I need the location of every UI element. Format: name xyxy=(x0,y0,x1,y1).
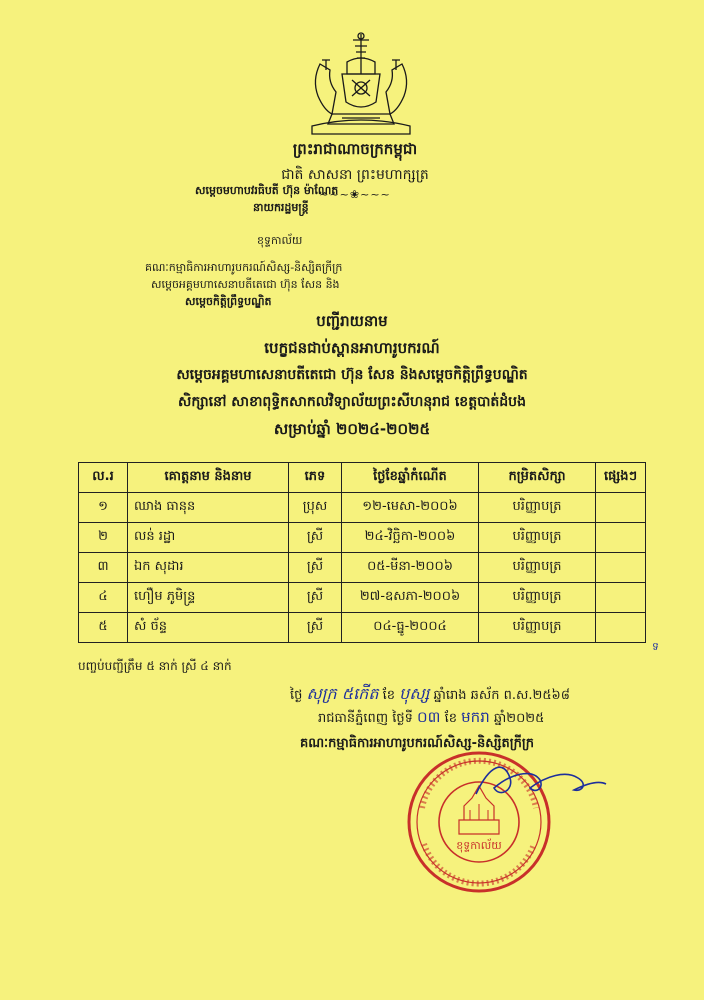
office-head-role: នាយករដ្ឋមន្ត្រី xyxy=(253,201,309,215)
table-row xyxy=(79,613,646,643)
kingdom-motto: ជាតិ សាសនា ព្រះមហាក្សត្រ xyxy=(281,167,429,183)
student-sex: ស្រី xyxy=(289,523,342,553)
handwritten-month: មករា xyxy=(461,708,490,726)
student-name: ហឿម ភូមិន្ទ្រ xyxy=(128,583,289,613)
row-number: ៣ xyxy=(79,553,128,583)
student-other xyxy=(596,613,646,643)
student-name: សំ ច័ន្ទ xyxy=(128,613,289,643)
year-text: ឆ្នាំរោង ឆស័ក ព.ស.២៥៦៨ xyxy=(433,688,570,703)
handwritten-month: បុស្ស xyxy=(399,684,430,703)
committee-patron-line1: សម្តេចអគ្គមហាសេនាបតីតេជោ ហ៊ុន សែន និង xyxy=(151,278,340,292)
place-date-line xyxy=(318,708,658,730)
seal-label: ខុទ្ទកាល័យ xyxy=(456,839,502,852)
margin-mark: ទ xyxy=(652,640,659,653)
student-name: ឯក សុដារ xyxy=(128,553,289,583)
column-header: ផ្សេងៗ xyxy=(596,463,646,493)
row-number: ៤ xyxy=(79,583,128,613)
office-head-title: សម្តេចមហាបវរធិបតី ហ៊ុន ម៉ាណែត xyxy=(195,184,339,197)
student-name: ឈាង ធានុន xyxy=(128,493,289,523)
signature-icon xyxy=(470,754,610,806)
student-level: បរិញ្ញាបត្រ xyxy=(479,553,596,583)
row-number: ២ xyxy=(79,523,128,553)
issuing-office-block xyxy=(145,182,395,310)
column-header: គោត្តនាម និងនាម xyxy=(128,463,289,493)
title-line: សិក្សានៅ សាខាពុទ្ធិកសាកលវិទ្យាល័យព្រះសីហនុរាជ ខេត្តបាត់ដំបង xyxy=(178,394,526,410)
student-dob: ២៧-ឧសភា-២០០៦ xyxy=(342,583,479,613)
title-line: សម្តេចអគ្គមហាសេនាបតីតេជោ ហ៊ុន សែន និងសម្តេចកិត្តិព្រឹទ្ធបណ្ឌិត xyxy=(176,367,528,383)
royal-emblem-icon xyxy=(302,30,420,142)
office-name: ខុទ្ទកាល័យ xyxy=(257,234,303,248)
student-level: បរិញ្ញាបត្រ xyxy=(479,583,596,613)
lunar-date-line xyxy=(290,683,670,707)
student-level: បរិញ្ញាបត្រ xyxy=(479,493,596,523)
total-note: បញ្ចប់បញ្ជីត្រឹម ៥ នាក់ ស្រី ៤ នាក់ xyxy=(78,659,232,673)
student-other xyxy=(596,523,646,553)
students-table xyxy=(78,462,646,643)
student-level: បរិញ្ញាបត្រ xyxy=(479,523,596,553)
student-other xyxy=(596,583,646,613)
student-sex: ស្រី xyxy=(289,553,342,583)
column-header: ល.រ xyxy=(79,463,128,493)
committee-patron-line2: សម្តេចកិត្តិព្រឹទ្ធបណ្ឌិត xyxy=(185,295,272,309)
month-label: ខែ xyxy=(382,688,396,703)
motto-ornament: ~~~❀~~~ xyxy=(319,188,391,201)
table-row xyxy=(79,493,646,523)
student-sex: ប្រុស xyxy=(289,493,342,523)
student-name: លន់ រដ្ឋា xyxy=(128,523,289,553)
student-dob: ០៤-ធ្នូ-២០០៤ xyxy=(342,613,479,643)
handwritten-day-number: ០៣ xyxy=(417,708,441,726)
place-prefix: រាជធានីភ្នំពេញ ថ្ងៃទី xyxy=(318,711,413,726)
title-line: សម្រាប់ឆ្នាំ ២០២៤-២០២៥ xyxy=(273,420,431,438)
table-row xyxy=(79,553,646,583)
date-prefix: ថ្ងៃ xyxy=(290,688,303,703)
month-label: ខែ xyxy=(444,711,458,726)
student-sex: ស្រី xyxy=(289,613,342,643)
student-dob: ០៥-មីនា-២០០៦ xyxy=(342,553,479,583)
column-header: ភេទ xyxy=(289,463,342,493)
column-header: ថ្ងៃខែឆ្នាំកំណើត xyxy=(342,463,479,493)
student-level: បរិញ្ញាបត្រ xyxy=(479,613,596,643)
student-other xyxy=(596,493,646,523)
table-row xyxy=(79,523,646,553)
student-other xyxy=(596,553,646,583)
student-dob: ២៤-វិច្ឆិកា-២០០៦ xyxy=(342,523,479,553)
column-header: កម្រិតសិក្សា xyxy=(479,463,596,493)
place-year: ឆ្នាំ២០២៥ xyxy=(493,711,545,726)
title-line: បញ្ជីរាយនាម xyxy=(316,312,388,330)
student-dob: ១២-មេសា-២០០៦ xyxy=(342,493,479,523)
row-number: ១ xyxy=(79,493,128,523)
kingdom-title: ព្រះរាជាណាចក្រកម្ពុជា xyxy=(292,140,418,158)
student-sex: ស្រី xyxy=(289,583,342,613)
table-header-row xyxy=(79,463,646,493)
table-row xyxy=(79,583,646,613)
committee-name: គណៈកម្មាធិការអាហារូបករណ៍សិស្ស-និស្សិតក្រីក្រ xyxy=(145,261,343,275)
handwritten-day: សុក្រ ៥កើត xyxy=(306,684,379,703)
issuer-name: គណៈកម្មាធិការអាហារូបករណ៍សិស្ស-និស្សិតក្រីក្រ xyxy=(300,736,535,751)
title-line: បេក្ខជនជាប់ស្ពានអាហារូបករណ៍ xyxy=(264,339,440,357)
document-title xyxy=(90,308,614,443)
row-number: ៥ xyxy=(79,613,128,643)
